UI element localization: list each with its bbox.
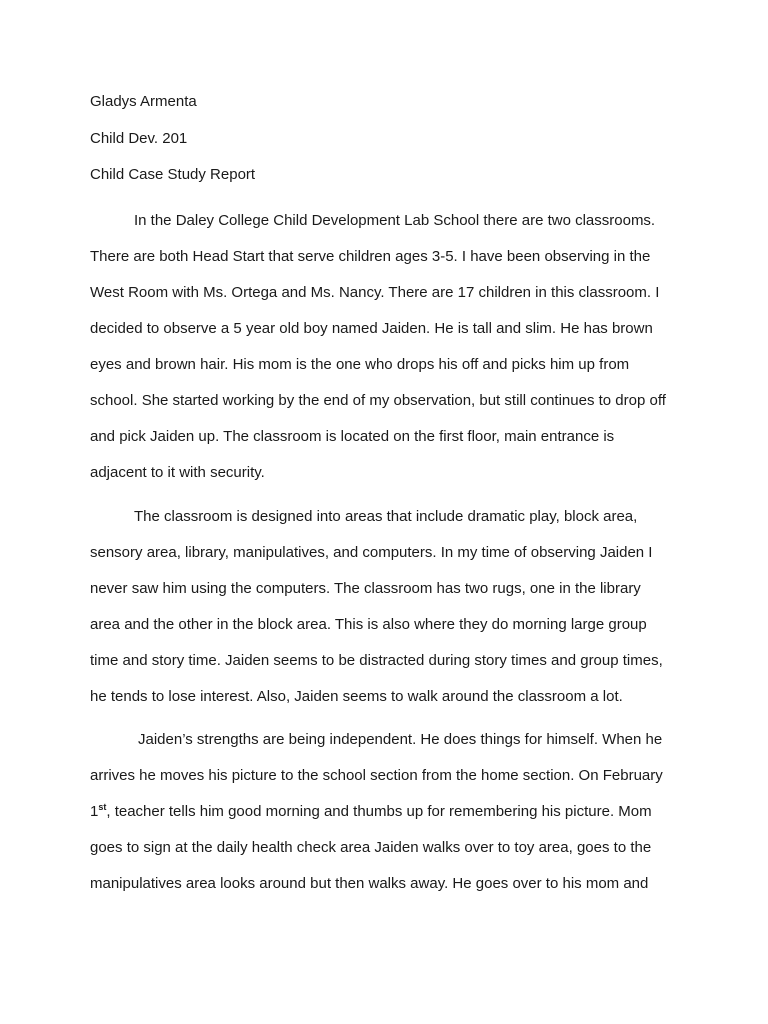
- text-line-with-superscript: [90, 794, 680, 830]
- text-line: time and story time. Jaiden seems to be distracted during story times and group times,: [90, 652, 663, 669]
- text-line: goes to sign at the daily health check area Jaiden walks over to toy area, goes to the: [90, 839, 652, 856]
- text-line: The classroom is designed into areas that include dramatic play, block area,: [134, 508, 638, 525]
- paragraph-3: [90, 722, 680, 902]
- text-line: adjacent to it with security.: [90, 464, 265, 481]
- text-line: manipulatives area looks around but then walks away. He goes over to his mom and: [90, 875, 649, 892]
- text-line: arrives he moves his picture to the school section from the home section. On February: [90, 767, 663, 784]
- course-name: Child Dev. 201: [90, 130, 188, 147]
- text-line: There are both Head Start that serve children ages 3-5. I have been observing in the: [90, 248, 651, 265]
- text-line: decided to observe a 5 year old boy named Jaiden. He is tall and slim. He has brown: [90, 320, 653, 337]
- text-line: West Room with Ms. Ortega and Ms. Nancy. There are 17 children in this classroom. I: [90, 284, 660, 301]
- text-line: eyes and brown hair. His mom is the one who drops his off and picks him up from: [90, 356, 630, 373]
- text-line: In the Daley College Child Development Lab School there are two classrooms.: [134, 212, 656, 229]
- paragraph-1: [90, 203, 680, 491]
- ordinal-superscript: st: [98, 802, 107, 812]
- text-fragment: , teacher tells him good morning and thumbs up for remembering his picture. Mom: [106, 803, 652, 820]
- text-line: sensory area, library, manipulatives, and computers. In my time of observing Jaiden I: [90, 544, 653, 561]
- date-number: 1: [90, 803, 99, 820]
- report-title: Child Case Study Report: [90, 166, 256, 183]
- text-line: school. She started working by the end of my observation, but still continues to drop off: [90, 392, 666, 409]
- text-line: and pick Jaiden up. The classroom is located on the first floor, main entrance is: [90, 428, 615, 445]
- text-line: Jaiden’s strengths are being independent. He does things for himself. When he: [138, 731, 663, 748]
- text-line: he tends to lose interest. Also, Jaiden seems to walk around the classroom a lot.: [90, 688, 623, 705]
- text-line: area and the other in the block area. This is also where they do morning large group: [90, 616, 647, 633]
- paragraph-2: [90, 499, 680, 715]
- author-name: Gladys Armenta: [90, 93, 197, 110]
- text-line: never saw him using the computers. The classroom has two rugs, one in the library: [90, 580, 641, 597]
